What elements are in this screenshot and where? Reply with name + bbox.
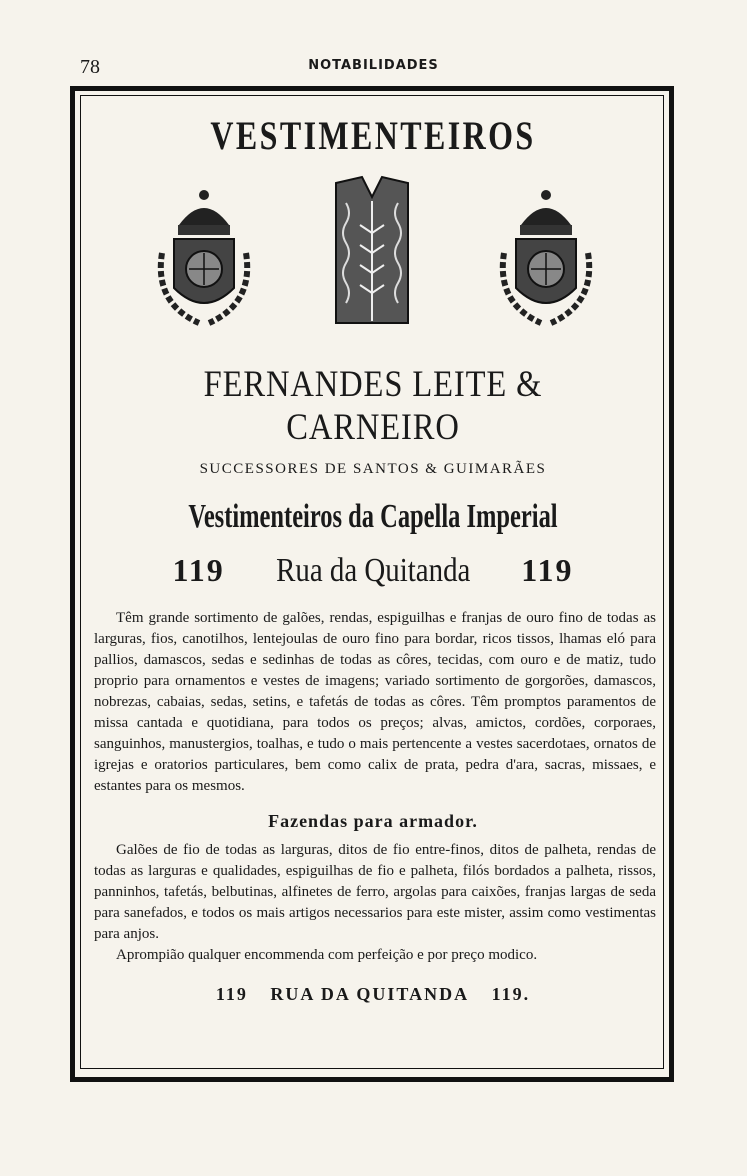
footer-number-left: 119 bbox=[215, 984, 248, 1004]
section-subheading: Fazendas para armador. bbox=[268, 811, 478, 831]
paragraph-orders: Aprompião qualquer encommenda com perfeição e por preço modico. bbox=[116, 947, 538, 963]
running-title: NOTABILIDADES bbox=[308, 58, 439, 73]
vestment-orphrey-icon bbox=[332, 173, 412, 328]
crown-crest-icon bbox=[486, 183, 606, 333]
footer-number-right: 119. bbox=[491, 984, 531, 1004]
address-number-right: 119 bbox=[521, 552, 574, 588]
imperial-line: Vestimenteiros da Capella Imperial bbox=[188, 498, 558, 535]
advertisement bbox=[86, 100, 660, 1005]
address-street: Rua da Quitanda bbox=[275, 552, 471, 589]
ad-title: VESTIMENTEIROS bbox=[210, 113, 536, 158]
address-number-left: 119 bbox=[172, 552, 225, 588]
successors-line: SUCCESSORES DE SANTOS & GUIMARÃES bbox=[199, 461, 547, 477]
footer-address bbox=[86, 984, 660, 1005]
page-number: 78 bbox=[80, 56, 100, 78]
footer-street: RUA DA QUITANDA bbox=[270, 984, 470, 1004]
crown-crest-icon bbox=[144, 183, 264, 333]
firm-name: FERNANDES LEITE & CARNEIRO bbox=[203, 364, 543, 448]
paragraph-fazendas: Galões de fio de todas as larguras, ditos de fio entre-finos, ditos de palheta, rendas de todas as larguras e qualidades, espiguilhas de fio e palheta, filós bordados a palheta, rissos, panninhos, tafetás, belbutinas, alfinetes de ferro, argolas para caixões, franjas largas de seda para sanefados, e todos os mais artigos necessarios para este mister, assim como vestimentas para anjos. bbox=[94, 842, 656, 942]
address-line bbox=[86, 552, 660, 590]
paragraph-assortment: Têm grande sortimento de galões, rendas, espiguilhas e franjas de ouro fino de todas as larguras, fios, canotilhos, lentejoulas de ouro fino para bordar, ricos tissos, lhamas eló para pallios, damascos, sedas e sedinhas de todas as côres, tecidas, com ouro e de matiz, tudo proprio para ornamentos e vestes de imagens; variado sortimento de gorgorões, damascos, nobrezas, cabaias, sedas, setins, e tafetás de todas as côres. Têm promptos paramentos de missa cantada e quotidiana, para todos os preços; alvas, amictos, cordões, corporaes, sanguinhos, manustergios, toalhas, e tudo o mais pertencente a vestes sacerdotaes, ornatos de igrejas e oratorios particulares, bem como calix de prata, pedra d'ara, sacras, missaes, e estantes para os mesmos. bbox=[94, 610, 656, 794]
emblem-row bbox=[86, 173, 660, 343]
